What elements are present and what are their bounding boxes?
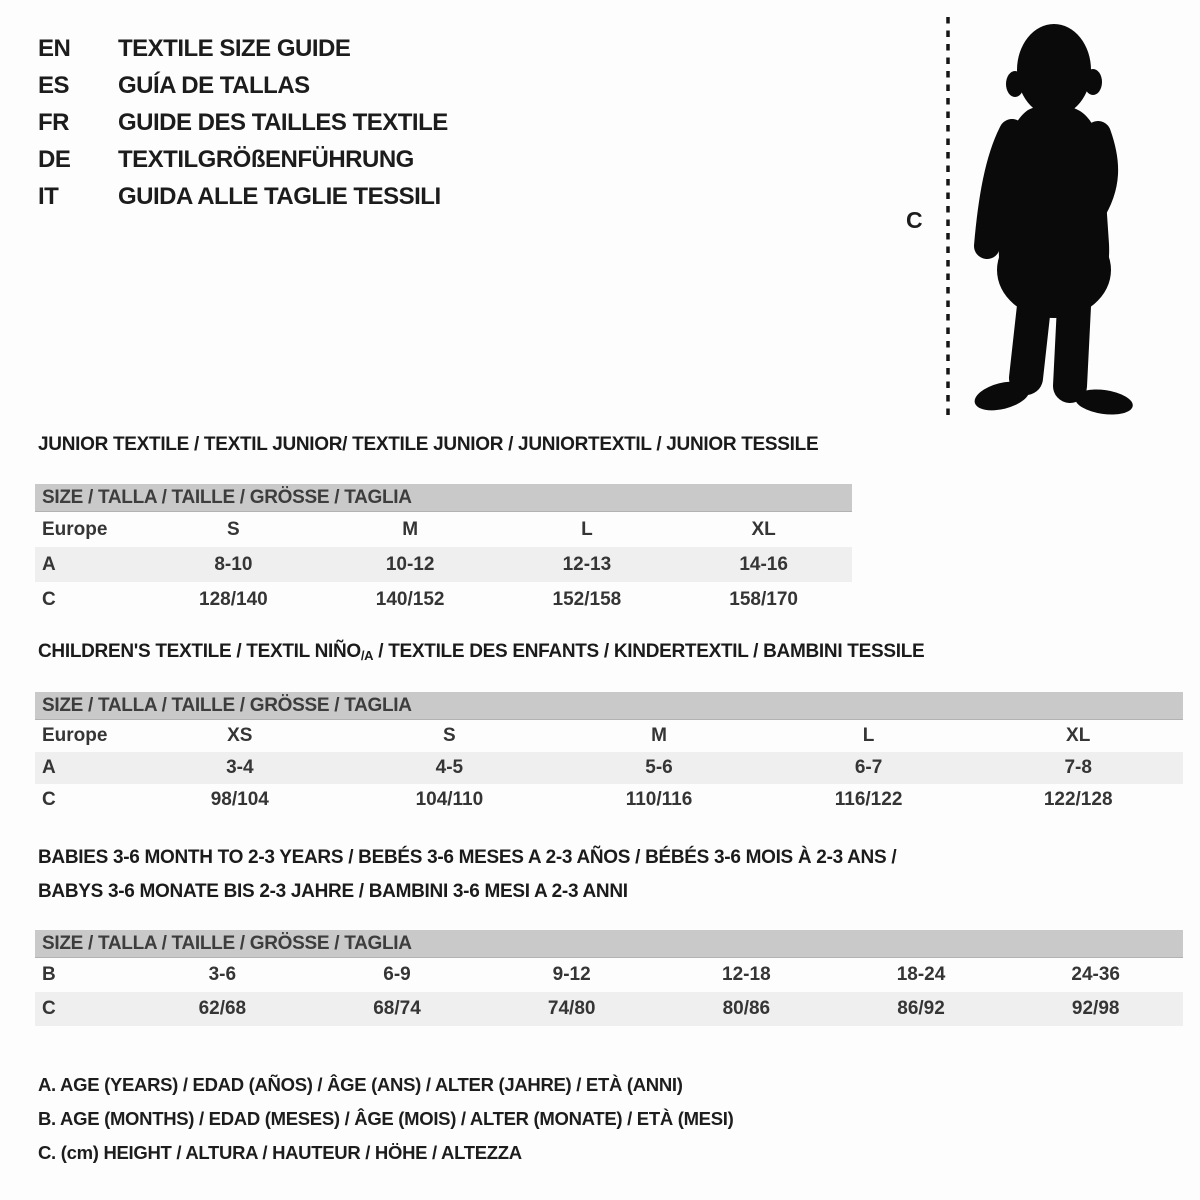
- table-cell: 5-6: [645, 757, 673, 778]
- table-cell: S: [227, 518, 240, 540]
- height-measure-dashed-line-icon: [944, 17, 952, 422]
- table-row-height: [35, 784, 1183, 816]
- children-title-post: / TEXTILE DES ENFANTS / KINDERTEXTIL / BAMBINI TESSILE: [373, 641, 925, 662]
- table-cell: 80/86: [722, 998, 771, 1019]
- table-cell: 18-24: [896, 964, 946, 985]
- row-label: C: [42, 588, 56, 610]
- table-cell: 92/98: [1071, 998, 1120, 1019]
- table-cell: S: [443, 725, 456, 746]
- table-cell: M: [651, 725, 667, 746]
- language-code: DE: [38, 145, 71, 173]
- table-row-europe: [35, 512, 852, 547]
- table-cell: 9-12: [552, 964, 591, 985]
- table-row-height: [35, 582, 852, 617]
- junior-size-table: [35, 484, 852, 617]
- table-cell: 128/140: [199, 588, 268, 610]
- toddler-silhouette-icon: [958, 14, 1140, 423]
- legend-line-a: A. AGE (YEARS) / EDAD (AÑOS) / ÂGE (ANS) / ALTER (JAHRE) / ETÀ (ANNI): [38, 1074, 683, 1095]
- language-code: EN: [38, 34, 71, 62]
- table-cell: L: [581, 518, 593, 540]
- table-cell: 12-13: [562, 553, 612, 575]
- language-row-it: [38, 178, 448, 215]
- table-row-europe: [35, 720, 1183, 752]
- table-cell: 158/170: [729, 588, 798, 610]
- table-cell: 122/128: [1043, 789, 1113, 810]
- language-header: [38, 30, 448, 215]
- table-cell: XL: [1066, 725, 1091, 746]
- babies-title-line-1: BABIES 3-6 MONTH TO 2-3 YEARS / BEBÉS 3-6 MESES A 2-3 AÑOS / BÉBÉS 3-6 MOIS À 2-3 ANS /: [38, 847, 897, 868]
- table-cell: 98/104: [210, 789, 269, 810]
- table-cell: 24-36: [1071, 964, 1120, 985]
- legend: [38, 1068, 733, 1170]
- table-row-age: [35, 752, 1183, 784]
- language-row-de: [38, 141, 448, 178]
- table-row-age-months: [35, 958, 1183, 992]
- language-label: TEXTILE SIZE GUIDE: [118, 34, 351, 62]
- children-title-pre: CHILDREN'S TEXTILE / TEXTIL NIÑO: [38, 641, 361, 662]
- table-cell: 62/68: [198, 998, 247, 1019]
- table-cell: 152/158: [552, 588, 622, 610]
- size-header-band: SIZE / TALLA / TAILLE / GRÖSSE / TAGLIA: [35, 930, 1183, 958]
- table-cell: 4-5: [435, 757, 464, 778]
- table-cell: 3-6: [208, 964, 237, 985]
- language-row-fr: [38, 104, 448, 141]
- language-label: GUÍA DE TALLAS: [118, 71, 310, 99]
- size-header-band: SIZE / TALLA / TAILLE / GRÖSSE / TAGLIA: [35, 692, 1183, 720]
- babies-size-table: [35, 930, 1183, 1026]
- language-label: GUIDE DES TAILLES TEXTILE: [118, 108, 448, 136]
- babies-title-line-2: BABYS 3-6 MONATE BIS 2-3 JAHRE / BAMBINI 3-6 MESI A 2-3 ANNI: [38, 881, 628, 902]
- table-cell: 68/74: [373, 998, 421, 1019]
- children-section-title: [38, 641, 924, 663]
- table-cell: 110/116: [625, 789, 693, 810]
- row-label: Europe: [42, 518, 108, 540]
- table-cell: 12-18: [722, 964, 771, 985]
- size-header-band: SIZE / TALLA / TAILLE / GRÖSSE / TAGLIA: [35, 484, 852, 512]
- table-cell: 8-10: [214, 553, 253, 575]
- table-row-height: [35, 992, 1183, 1026]
- table-cell: 14-16: [739, 553, 788, 575]
- row-label: A: [42, 757, 56, 778]
- table-cell: L: [862, 725, 875, 746]
- language-row-es: [38, 67, 448, 104]
- row-label: C: [42, 789, 56, 810]
- table-cell: 104/110: [415, 789, 484, 810]
- row-label: B: [42, 964, 56, 985]
- language-code: FR: [38, 108, 69, 136]
- table-cell: 74/80: [547, 998, 596, 1019]
- junior-section-title: JUNIOR TEXTILE / TEXTIL JUNIOR/ TEXTILE JUNIOR / JUNIORTEXTIL / JUNIOR TESSILE: [38, 434, 819, 455]
- language-code: IT: [38, 182, 59, 210]
- table-cell: XS: [227, 725, 253, 746]
- legend-line-c: C. (cm) HEIGHT / ALTURA / HAUTEUR / HÖHE / ALTEZZA: [38, 1142, 522, 1163]
- language-code: ES: [38, 71, 70, 99]
- legend-line-b: B. AGE (MONTHS) / EDAD (MESES) / ÂGE (MOIS) / ALTER (MONATE) / ETÀ (MESI): [38, 1108, 734, 1129]
- table-cell: 6-7: [854, 757, 883, 778]
- table-cell: M: [402, 518, 419, 540]
- language-row-en: [38, 30, 448, 67]
- table-cell: 3-4: [226, 757, 254, 778]
- table-cell: 140/152: [375, 588, 445, 610]
- row-label: Europe: [42, 725, 108, 746]
- language-label: GUIDA ALLE TAGLIE TESSILI: [118, 182, 441, 210]
- table-cell: 6-9: [383, 964, 411, 985]
- table-cell: 116/122: [834, 789, 903, 810]
- row-label: A: [42, 553, 56, 575]
- table-cell: 10-12: [385, 553, 435, 575]
- table-cell: 7-8: [1064, 757, 1092, 778]
- table-cell: 86/92: [897, 998, 945, 1019]
- children-size-table: [35, 692, 1183, 816]
- language-label: TEXTILGRÖßENFÜHRUNG: [118, 145, 414, 173]
- children-title-sub: /A: [360, 648, 374, 663]
- row-label: C: [42, 998, 56, 1019]
- table-cell: XL: [751, 518, 776, 540]
- babies-section-title: [38, 841, 896, 909]
- measure-label-c: C: [906, 207, 923, 233]
- table-row-age: [35, 547, 852, 582]
